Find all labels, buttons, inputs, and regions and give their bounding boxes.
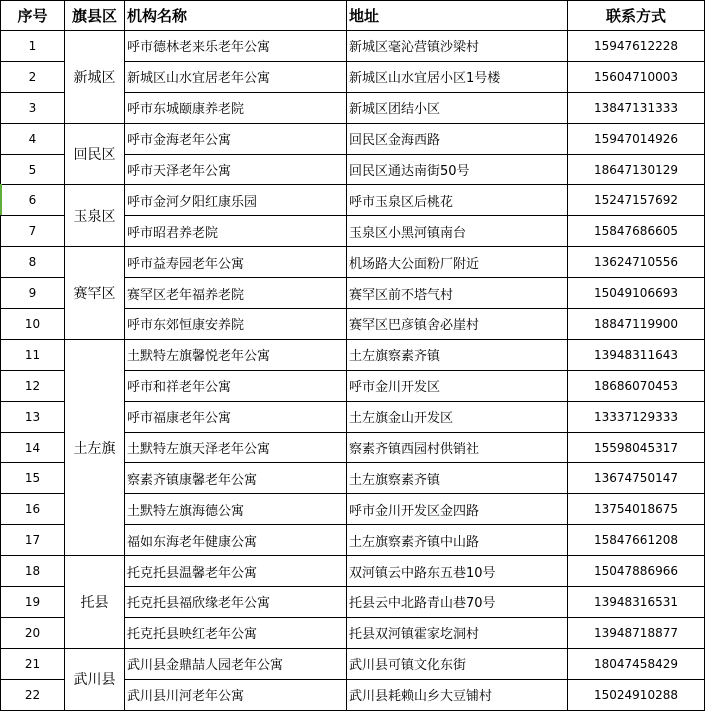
cell-index[interactable]: 5: [1, 154, 65, 185]
cell-index[interactable]: 2: [1, 61, 65, 92]
cell-phone[interactable]: 13754018675: [568, 494, 705, 525]
cell-index[interactable]: 19: [1, 587, 65, 618]
cell-index[interactable]: 1: [1, 31, 65, 62]
cell-address[interactable]: 赛罕区前不塔气村: [347, 278, 568, 309]
cell-phone[interactable]: 13948718877: [568, 617, 705, 648]
cell-name[interactable]: 托克托县映红老年公寓: [125, 617, 347, 648]
cell-phone[interactable]: 18647130129: [568, 154, 705, 185]
cell-name[interactable]: 呼市金河夕阳红康乐园: [125, 185, 347, 216]
cell-phone[interactable]: 15947014926: [568, 123, 705, 154]
cell-name[interactable]: 呼市东郊恒康安养院: [125, 309, 347, 340]
cell-phone[interactable]: 18686070453: [568, 370, 705, 401]
cell-address[interactable]: 赛罕区巴彦镇舍必崖村: [347, 309, 568, 340]
cell-phone[interactable]: 15847661208: [568, 525, 705, 556]
cell-address[interactable]: 察素齐镇西园村供销社: [347, 432, 568, 463]
cell-name[interactable]: 呼市益寿园老年公寓: [125, 247, 347, 278]
cell-index[interactable]: 21: [1, 648, 65, 679]
table-row: [1, 123, 705, 154]
cell-name[interactable]: 呼市和祥老年公寓: [125, 370, 347, 401]
cell-index[interactable]: 9: [1, 278, 65, 309]
cell-name[interactable]: 呼市天泽老年公寓: [125, 154, 347, 185]
cell-address[interactable]: 武川县可镇文化东街: [347, 648, 568, 679]
cell-index[interactable]: 11: [1, 339, 65, 370]
cell-phone[interactable]: 15947612228: [568, 31, 705, 62]
cell-address[interactable]: 托县云中北路青山巷70号: [347, 587, 568, 618]
cell-address[interactable]: 土左旗察素齐镇: [347, 463, 568, 494]
selected-row-marker: [0, 184, 2, 215]
cell-name[interactable]: 呼市德林老来乐老年公寓: [125, 31, 347, 62]
cell-phone[interactable]: 13624710556: [568, 247, 705, 278]
header-district[interactable]: 旗县区: [65, 1, 125, 31]
cell-index[interactable]: 12: [1, 370, 65, 401]
table-row: [1, 339, 705, 370]
cell-address[interactable]: 托县双河镇霍家圪洞村: [347, 617, 568, 648]
cell-index[interactable]: 8: [1, 247, 65, 278]
header-row: [1, 1, 705, 31]
cell-phone[interactable]: 15049106693: [568, 278, 705, 309]
cell-phone[interactable]: 13847131333: [568, 92, 705, 123]
cell-address[interactable]: 玉泉区小黑河镇南台: [347, 216, 568, 247]
cell-index[interactable]: 6: [1, 185, 65, 216]
cell-name[interactable]: 土默特左旗馨悦老年公寓: [125, 339, 347, 370]
cell-index[interactable]: 18: [1, 556, 65, 587]
cell-phone[interactable]: 15247157692: [568, 185, 705, 216]
header-phone[interactable]: 联系方式: [568, 1, 705, 31]
cell-phone[interactable]: 13948311643: [568, 339, 705, 370]
cell-phone[interactable]: 18847119900: [568, 309, 705, 340]
cell-address[interactable]: 呼市玉泉区后桃花: [347, 185, 568, 216]
cell-address[interactable]: 土左旗察素齐镇: [347, 339, 568, 370]
cell-phone[interactable]: 13337129333: [568, 401, 705, 432]
cell-phone[interactable]: 15598045317: [568, 432, 705, 463]
cell-index[interactable]: 4: [1, 123, 65, 154]
table-body: [1, 31, 705, 711]
cell-address[interactable]: 呼市金川开发区金四路: [347, 494, 568, 525]
cell-district[interactable]: 武川县: [65, 648, 125, 710]
cell-index[interactable]: 7: [1, 216, 65, 247]
cell-index[interactable]: 14: [1, 432, 65, 463]
cell-district[interactable]: 玉泉区: [65, 185, 125, 247]
cell-name[interactable]: 赛罕区老年福养老院: [125, 278, 347, 309]
cell-index[interactable]: 3: [1, 92, 65, 123]
cell-index[interactable]: 16: [1, 494, 65, 525]
cell-name[interactable]: 察素齐镇康馨老年公寓: [125, 463, 347, 494]
cell-phone[interactable]: 13948316531: [568, 587, 705, 618]
cell-address[interactable]: 土左旗察素齐镇中山路: [347, 525, 568, 556]
cell-name[interactable]: 呼市金海老年公寓: [125, 123, 347, 154]
cell-address[interactable]: 武川县耗赖山乡大豆铺村: [347, 679, 568, 710]
cell-phone[interactable]: 15847686605: [568, 216, 705, 247]
cell-district[interactable]: 赛罕区: [65, 247, 125, 340]
cell-phone[interactable]: 15024910288: [568, 679, 705, 710]
header-index[interactable]: 序号: [1, 1, 65, 31]
cell-address[interactable]: 新城区团结小区: [347, 92, 568, 123]
cell-index[interactable]: 13: [1, 401, 65, 432]
table-row: [1, 247, 705, 278]
cell-address[interactable]: 土左旗金山开发区: [347, 401, 568, 432]
cell-address[interactable]: 双河镇云中路东五巷10号: [347, 556, 568, 587]
cell-address[interactable]: 回民区通达南街50号: [347, 154, 568, 185]
cell-district[interactable]: 回民区: [65, 123, 125, 185]
cell-name[interactable]: 土默特左旗天泽老年公寓: [125, 432, 347, 463]
cell-name[interactable]: 武川县金鼎喆人园老年公寓: [125, 648, 347, 679]
cell-name[interactable]: 新城区山水宜居老年公寓: [125, 61, 347, 92]
cell-index[interactable]: 17: [1, 525, 65, 556]
table-row: [1, 185, 705, 216]
cell-name[interactable]: 福如东海老年健康公寓: [125, 525, 347, 556]
cell-name[interactable]: 托克托县福欣缘老年公寓: [125, 587, 347, 618]
cell-name[interactable]: 呼市昭君养老院: [125, 216, 347, 247]
header-name[interactable]: 机构名称: [125, 1, 347, 31]
cell-index[interactable]: 20: [1, 617, 65, 648]
cell-name[interactable]: 土默特左旗海德公寓: [125, 494, 347, 525]
cell-address[interactable]: 机场路大公面粉厂附近: [347, 247, 568, 278]
cell-phone[interactable]: 13674750147: [568, 463, 705, 494]
cell-name[interactable]: 呼市东城颐康养老院: [125, 92, 347, 123]
cell-district[interactable]: 新城区: [65, 31, 125, 124]
cell-address[interactable]: 新城区山水宜居小区1号楼: [347, 61, 568, 92]
cell-name[interactable]: 武川县川河老年公寓: [125, 679, 347, 710]
table-row: [1, 648, 705, 679]
cell-address[interactable]: 呼市金川开发区: [347, 370, 568, 401]
cell-index[interactable]: 15: [1, 463, 65, 494]
cell-phone[interactable]: 15047886966: [568, 556, 705, 587]
cell-name[interactable]: 呼市福康老年公寓: [125, 401, 347, 432]
cell-phone[interactable]: 18047458429: [568, 648, 705, 679]
cell-phone[interactable]: 15604710003: [568, 61, 705, 92]
cell-name[interactable]: 托克托县温馨老年公寓: [125, 556, 347, 587]
cell-index[interactable]: 22: [1, 679, 65, 710]
table-row: [1, 556, 705, 587]
cell-district[interactable]: 土左旗: [65, 339, 125, 555]
table-row: [1, 31, 705, 62]
cell-index[interactable]: 10: [1, 309, 65, 340]
header-address[interactable]: 地址: [347, 1, 568, 31]
cell-address[interactable]: 新城区毫沁营镇沙梁村: [347, 31, 568, 62]
cell-address[interactable]: 回民区金海西路: [347, 123, 568, 154]
cell-district[interactable]: 托县: [65, 556, 125, 649]
